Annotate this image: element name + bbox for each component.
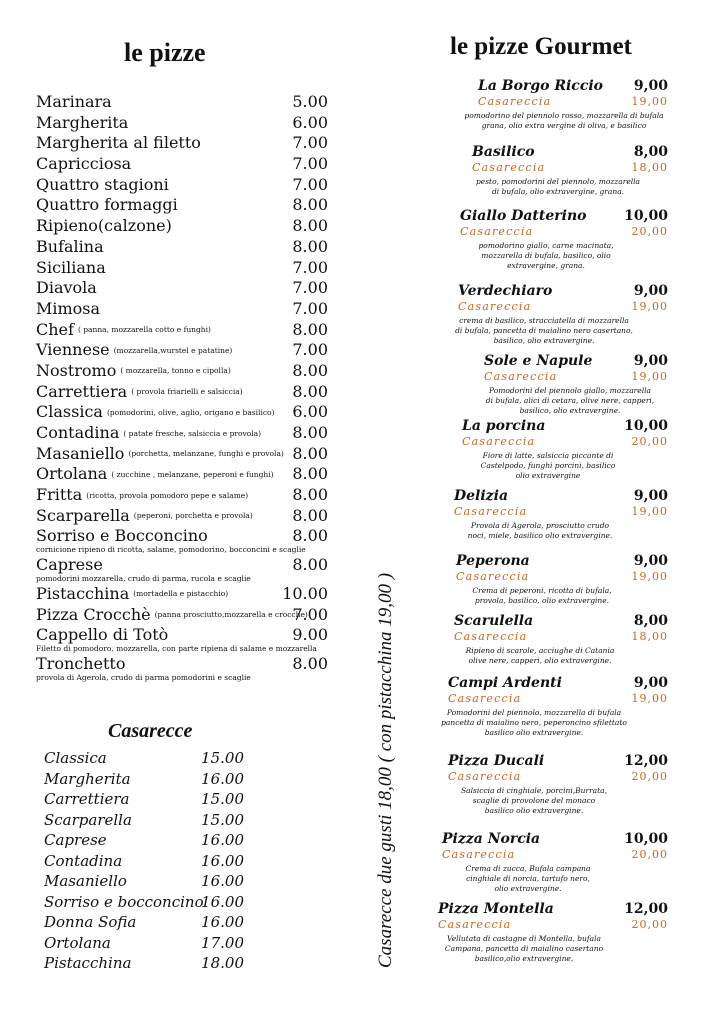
gourmet-description bbox=[432, 586, 652, 606]
casareccia-label: Casareccia bbox=[460, 225, 534, 238]
casarecce-item bbox=[44, 871, 244, 892]
gourmet-description-line: extravergine, grana. bbox=[507, 261, 585, 270]
casareccia-price: 19,00 bbox=[631, 95, 668, 108]
casarecce-name: Caprese bbox=[44, 831, 107, 849]
gourmet-description-line: Castelpodo, funghi porcini, basilico bbox=[480, 461, 616, 470]
casarecce-price: 16.00 bbox=[201, 913, 244, 931]
casareccia-label: Casareccia bbox=[454, 505, 528, 518]
gourmet-name: Campi Ardenti bbox=[448, 675, 562, 691]
casareccia-label: Casareccia bbox=[462, 435, 536, 448]
gourmet-description bbox=[414, 934, 634, 964]
casareccia-price: 20,00 bbox=[631, 770, 668, 783]
gourmet-name: La Borgo Riccio bbox=[478, 78, 603, 94]
pizza-name bbox=[36, 133, 201, 153]
pizza-item bbox=[36, 320, 328, 341]
gourmet-name: Pizza Montella bbox=[438, 901, 554, 917]
casareccia-price: 19,00 bbox=[631, 692, 668, 705]
pizza-price: 7.00 bbox=[292, 340, 328, 360]
pizza-name-text: Cappello di Totò bbox=[36, 625, 169, 645]
pizza-ingredients: (porchetta, melanzane, funghi e provola) bbox=[128, 449, 284, 459]
pizza-item bbox=[36, 361, 328, 382]
pizza-price: 9.00 bbox=[292, 625, 328, 645]
pizza-item bbox=[36, 340, 328, 361]
casareccia-label: Casareccia bbox=[458, 300, 532, 313]
gourmet-description-line: pomodorino del piennolo rosso, mozzarella di bufala bbox=[464, 111, 664, 120]
casarecce-item bbox=[44, 953, 244, 974]
pizza-name-text: Margherita al filetto bbox=[36, 133, 201, 153]
gourmet-description-line: olio extravergine bbox=[515, 471, 581, 480]
pizze-title: le pizze bbox=[124, 38, 206, 67]
pizza-price: 7.00 bbox=[292, 298, 328, 318]
pizza-name bbox=[36, 382, 243, 403]
casarecce-name: Margherita bbox=[44, 769, 131, 788]
gourmet-name: Giallo Datterino bbox=[460, 208, 587, 224]
gourmet-description-line: Pomodorini del piennolo giallo, mozzarella bbox=[489, 386, 651, 395]
gourmet-description-line: Salsiccia di cinghiale, porcini,Burrata, bbox=[461, 786, 607, 795]
pizza-name-text: Margherita bbox=[36, 112, 129, 132]
gourmet-description-line: provola, basilico, olio extravergine. bbox=[474, 596, 610, 605]
pizza-name-text: Contadina bbox=[36, 423, 120, 442]
gourmet-description bbox=[438, 451, 658, 481]
gourmet-description-line: Pomodorini del piennolo, mozzarella di bufala bbox=[446, 708, 622, 717]
pizza-name bbox=[36, 195, 178, 215]
pizza-name bbox=[36, 555, 103, 575]
pizza-item bbox=[36, 278, 328, 299]
pizza-name bbox=[36, 361, 231, 382]
pizza-item bbox=[36, 258, 328, 279]
gourmet-description bbox=[434, 316, 654, 346]
pizza-item bbox=[36, 625, 328, 646]
pizza-item bbox=[36, 506, 328, 527]
pizza-name-text: Fritta bbox=[36, 485, 83, 505]
pizza-name bbox=[36, 92, 112, 112]
casarecce-item bbox=[44, 789, 244, 810]
gourmet-name: Peperona bbox=[456, 553, 530, 569]
pizza-name bbox=[36, 320, 211, 341]
pizza-price: 8.00 bbox=[292, 526, 328, 546]
gourmet-description bbox=[448, 177, 668, 197]
gourmet-price: 9,00 bbox=[633, 675, 668, 691]
pizza-name bbox=[36, 340, 232, 361]
pizza-item bbox=[36, 216, 328, 237]
pizza-name-text: Quattro stagioni bbox=[36, 174, 169, 194]
gourmet-name: Verdechiaro bbox=[458, 283, 553, 299]
pizza-name bbox=[36, 485, 248, 506]
gourmet-description-line: Fiore di latte, salsiccia piccante di bbox=[482, 451, 614, 460]
casareccia-label: Casareccia bbox=[484, 370, 558, 383]
pizza-price: 7.00 bbox=[292, 604, 328, 624]
pizza-item bbox=[36, 237, 328, 258]
gourmet-description-line: di bufala, alici di cetara, olive nere, capperi, bbox=[485, 396, 655, 405]
pizza-item bbox=[36, 175, 328, 196]
pizza-price: 8.00 bbox=[292, 216, 328, 236]
pizza-name-text: Viennese bbox=[36, 340, 110, 360]
gourmet-description-line: grana, olio extra vergine di oliva, e basilico bbox=[481, 121, 647, 130]
gourmet-description-line: di bufala, pancetta di maialino nero casertano, bbox=[455, 326, 633, 335]
pizza-price: 8.00 bbox=[292, 381, 328, 401]
pizza-item bbox=[36, 555, 328, 576]
pizza-price: 7.00 bbox=[292, 278, 328, 298]
pizza-name bbox=[36, 237, 104, 257]
pizza-price: 7.00 bbox=[292, 257, 328, 277]
pizza-name bbox=[36, 464, 274, 485]
casarecce-price: 16.00 bbox=[201, 872, 244, 890]
pizza-price: 8.00 bbox=[292, 443, 328, 463]
casarecce-item bbox=[44, 892, 244, 913]
casarecce-item bbox=[44, 769, 244, 790]
pizza-price: 5.00 bbox=[292, 92, 328, 111]
gourmet-description-line: pancetta di maialino nero, peperoncino sfilettato bbox=[441, 718, 627, 727]
gourmet-price: 9,00 bbox=[633, 553, 668, 569]
gourmet-price: 12,00 bbox=[624, 901, 668, 917]
pizza-name bbox=[36, 444, 284, 465]
gourmet-description-line: mozzarella di bufala, basilico, olio bbox=[481, 251, 611, 260]
pizza-item bbox=[36, 299, 328, 320]
gourmet-price: 9,00 bbox=[633, 78, 668, 94]
gourmet-description-line: basilico olio extravergine. bbox=[484, 728, 584, 737]
gourmet-price: 9,00 bbox=[633, 283, 668, 299]
pizza-item bbox=[36, 402, 328, 423]
pizza-price: 8.00 bbox=[292, 319, 328, 339]
gourmet-price: 10,00 bbox=[624, 831, 668, 847]
gourmet-description bbox=[460, 386, 680, 416]
gourmet-price: 8,00 bbox=[633, 613, 668, 629]
pizza-ingredients: (pomodorini, olive, aglio, origano e basilico) bbox=[106, 407, 275, 417]
pizza-name-text: Scarparella bbox=[36, 505, 130, 525]
pizza-item bbox=[36, 133, 328, 154]
pizza-description: Filetto di pomodoro, mozzarella, con parte ripiena di salame e mozzarella bbox=[36, 643, 317, 653]
pizza-name-text: Diavola bbox=[36, 278, 97, 298]
gourmet-description-line: scaglie di provolone del monaco bbox=[472, 796, 596, 805]
gourmet-price: 12,00 bbox=[624, 753, 668, 769]
gourmet-name: Pizza Norcia bbox=[442, 831, 541, 847]
casarecce-list bbox=[44, 748, 244, 974]
gourmet-name: Basilico bbox=[472, 144, 535, 160]
casarecce-price: 16.00 bbox=[201, 892, 244, 911]
gourmet-name: Delizia bbox=[454, 488, 509, 504]
pizza-description: provola di Agerola, crudo di parma pomodorini e scaglie bbox=[36, 672, 251, 682]
gourmet-description-line: Vellutata di castagne di Montella, bufala bbox=[446, 934, 602, 943]
casareccia-price: 18,00 bbox=[631, 630, 668, 643]
pizza-name bbox=[36, 584, 228, 605]
gourmet-description-line: olive nere, capperi, olio extravergine. bbox=[468, 656, 612, 665]
casareccia-label: Casareccia bbox=[438, 918, 512, 931]
casareccia-price: 18,00 bbox=[631, 161, 668, 174]
pizza-name-text: Classica bbox=[36, 402, 103, 422]
pizza-ingredients: (mortadella e pistacchio) bbox=[133, 589, 229, 599]
pizza-name bbox=[36, 423, 261, 444]
casarecce-name: Masaniello bbox=[44, 872, 127, 890]
pizza-name-text: Ripieno(calzone) bbox=[36, 216, 172, 236]
pizza-name-text: Tronchetto bbox=[36, 653, 126, 673]
pizza-price: 8.00 bbox=[292, 485, 328, 505]
gourmet-description bbox=[424, 708, 644, 738]
casarecce-price: 15.00 bbox=[201, 810, 244, 829]
pizza-price: 8.00 bbox=[292, 464, 328, 484]
gourmet-price: 9,00 bbox=[633, 353, 668, 369]
gourmet-description-line: pesto, pomodorini del piennolo, mozzarella bbox=[475, 177, 641, 186]
gourmet-name: Pizza Ducali bbox=[448, 753, 545, 769]
pizza-name-text: Carrettiera bbox=[36, 381, 128, 401]
casarecce-title: Casarecce bbox=[108, 720, 193, 742]
pizza-name bbox=[36, 258, 106, 278]
pizza-price: 7.00 bbox=[292, 174, 328, 194]
gourmet-description bbox=[436, 241, 656, 271]
pizza-name-text: Masaniello bbox=[36, 443, 125, 463]
pizza-ingredients: (mozzarella,wurstel e patatine) bbox=[113, 345, 233, 355]
casareccia-price: 20,00 bbox=[631, 435, 668, 448]
pizza-price: 10.00 bbox=[282, 583, 328, 603]
pizza-name-text: Bufalina bbox=[36, 236, 104, 256]
pizza-item bbox=[36, 654, 328, 675]
pizza-price: 6.00 bbox=[292, 112, 328, 132]
casarecce-item bbox=[44, 851, 244, 872]
casareccia-price: 20,00 bbox=[631, 225, 668, 238]
pizza-ingredients: ( panna, mozzarella cotto e funghi) bbox=[77, 325, 211, 335]
due-gusti-note: Casarecce due gusti 18,00 ( con pistacchina 19,00 ) bbox=[375, 572, 396, 968]
pizza-name bbox=[36, 299, 100, 319]
pizza-ingredients: (peperoni, porchetta e provola) bbox=[133, 511, 253, 521]
gourmet-description-line: cinghiale di norcia, tartufo nero, bbox=[466, 874, 590, 883]
pizza-name-text: Marinara bbox=[36, 92, 112, 111]
gourmet-description-line: olio extravergine. bbox=[494, 884, 562, 893]
gourmet-description-line: Campana, pancetta di maialino casertano bbox=[444, 944, 604, 953]
pizza-name bbox=[36, 402, 275, 423]
gourmet-description-line: noci, miele, basilico olio extravergine. bbox=[467, 531, 613, 540]
pizza-item bbox=[36, 382, 328, 403]
pizza-name-text: Mimosa bbox=[36, 298, 101, 318]
pizza-name bbox=[36, 175, 169, 195]
pizze-list bbox=[36, 92, 328, 683]
casarecce-price: 16.00 bbox=[201, 831, 244, 849]
pizza-name-text: Chef bbox=[36, 319, 74, 339]
pizza-price: 8.00 bbox=[292, 653, 328, 673]
pizza-ingredients: (panna prosciutto,mozzarella e crocche) bbox=[154, 610, 308, 619]
pizza-item bbox=[36, 526, 328, 547]
pizza-ingredients: ( mozzarella, tonno e cipolla) bbox=[120, 366, 231, 376]
casareccia-price: 19,00 bbox=[631, 300, 668, 313]
pizza-price: 8.00 bbox=[292, 360, 328, 380]
gourmet-name: Sole e Napule bbox=[484, 353, 593, 369]
pizza-name-text: Sorriso e Bocconcino bbox=[36, 526, 208, 546]
pizza-description: pomodorini mozzarella, crudo di parma, rucola e scaglie bbox=[36, 573, 251, 583]
gourmet-description bbox=[424, 786, 644, 816]
pizza-name-text: Pistacchina bbox=[36, 583, 130, 603]
gourmet-title: le pizze Gourmet bbox=[450, 33, 632, 60]
pizza-item bbox=[36, 195, 328, 216]
gourmet-description-line: Crema di zucca, Bufala campana bbox=[465, 864, 591, 873]
gourmet-price: 10,00 bbox=[624, 418, 668, 434]
casareccia-label: Casareccia bbox=[456, 570, 530, 583]
casarecce-item bbox=[44, 933, 244, 954]
casareccia-price: 19,00 bbox=[631, 370, 668, 383]
pizza-item bbox=[36, 423, 328, 444]
gourmet-description-line: basilico, olio extravergine. bbox=[519, 406, 621, 415]
casarecce-item bbox=[44, 912, 244, 933]
pizza-name-text: Ortolana bbox=[36, 464, 108, 484]
casareccia-price: 19,00 bbox=[631, 505, 668, 518]
casarecce-name: Ortolana bbox=[44, 933, 111, 952]
pizza-name bbox=[36, 625, 168, 645]
gourmet-description-line: Crema di peperoni, ricotta di bufala, bbox=[472, 586, 612, 595]
pizza-price: 7.00 bbox=[292, 133, 328, 153]
pizza-item bbox=[36, 113, 328, 134]
casareccia-label: Casareccia bbox=[472, 161, 546, 174]
pizza-item bbox=[36, 485, 328, 506]
casarecce-name: Donna Sofia bbox=[44, 913, 137, 931]
gourmet-description-line: pomodorino giallo, carne macinata, bbox=[478, 241, 614, 250]
casarecce-name: Pistacchina bbox=[44, 954, 132, 972]
gourmet-description-line: Ripieno di scarole, acciughe di Catania bbox=[465, 646, 615, 655]
casareccia-price: 20,00 bbox=[631, 918, 668, 931]
pizza-item bbox=[36, 464, 328, 485]
pizza-name-text: Caprese bbox=[36, 555, 103, 575]
pizza-item bbox=[36, 444, 328, 465]
casarecce-price: 16.00 bbox=[201, 851, 244, 870]
pizza-item bbox=[36, 154, 328, 175]
pizza-ingredients: ( patate fresche, salsiccia e provola) bbox=[123, 428, 262, 438]
pizza-ingredients: ( provola friarielli e salsiccia) bbox=[131, 387, 243, 397]
casarecce-item bbox=[44, 748, 244, 769]
pizza-name bbox=[36, 154, 131, 174]
pizza-name bbox=[36, 526, 208, 546]
gourmet-description bbox=[430, 646, 650, 666]
casareccia-label: Casareccia bbox=[448, 770, 522, 783]
casarecce-item bbox=[44, 830, 244, 851]
casarecce-name: Scarparella bbox=[44, 810, 132, 829]
casarecce-price: 15.00 bbox=[201, 749, 244, 767]
gourmet-description bbox=[430, 521, 650, 541]
pizza-ingredients: ( zucchine , melanzane, peperoni e funghi) bbox=[111, 469, 274, 479]
pizza-name-text: Capricciosa bbox=[36, 154, 132, 174]
casareccia-label: Casareccia bbox=[448, 692, 522, 705]
gourmet-price: 8,00 bbox=[633, 144, 668, 160]
pizza-name bbox=[36, 216, 172, 236]
pizza-price: 8.00 bbox=[292, 555, 328, 575]
gourmet-description-line: basilico olio extravergine. bbox=[484, 806, 584, 815]
gourmet-description-line: basilico,olio extravergine. bbox=[474, 954, 574, 963]
gourmet-description-line: crema di basilico, stracciatella di mozzarella bbox=[459, 316, 629, 325]
pizza-price: 8.00 bbox=[292, 505, 328, 525]
pizza-price: 8.00 bbox=[292, 236, 328, 256]
pizza-name bbox=[36, 113, 128, 133]
pizza-item bbox=[36, 584, 328, 605]
pizza-price: 8.00 bbox=[292, 423, 328, 442]
pizza-name-text: Quattro formaggi bbox=[36, 195, 178, 215]
casarecce-name: Carrettiera bbox=[44, 790, 130, 808]
casareccia-label: Casareccia bbox=[454, 630, 528, 643]
gourmet-description-line: di bufala, olio extravergine, grana. bbox=[491, 187, 625, 196]
gourmet-price: 10,00 bbox=[624, 208, 668, 224]
pizza-name bbox=[36, 654, 125, 674]
pizza-description: cornicione ripieno di ricotta, salame, pomodorino, bocconcini e scaglie bbox=[36, 545, 306, 555]
pizza-item bbox=[36, 605, 328, 626]
gourmet-description bbox=[418, 864, 638, 894]
pizza-item bbox=[36, 92, 328, 113]
pizza-price: 6.00 bbox=[292, 402, 328, 422]
gourmet-description-line: Provola di Agerola, prosciutto crudo bbox=[470, 521, 610, 530]
pizza-name bbox=[36, 278, 97, 298]
pizza-price: 7.00 bbox=[292, 154, 328, 174]
gourmet-description-line: basilico, olio extravergine. bbox=[493, 336, 595, 345]
pizza-name-text: Siciliana bbox=[36, 257, 106, 277]
gourmet-name: La porcina bbox=[462, 418, 546, 434]
casarecce-price: 18.00 bbox=[201, 954, 244, 972]
casarecce-name: Contadina bbox=[44, 851, 123, 870]
pizza-name-text: Nostromo bbox=[36, 360, 117, 380]
pizza-name-text: Pizza Crocchè bbox=[36, 604, 151, 624]
casarecce-price: 15.00 bbox=[201, 790, 244, 808]
casareccia-price: 20,00 bbox=[631, 848, 668, 861]
casarecce-price: 16.00 bbox=[201, 769, 244, 788]
pizza-price: 8.00 bbox=[292, 195, 328, 215]
casarecce-item bbox=[44, 810, 244, 831]
casarecce-price: 17.00 bbox=[201, 933, 244, 952]
gourmet-name: Scarulella bbox=[454, 613, 534, 629]
casarecce-name: Sorriso e bocconcino bbox=[44, 892, 204, 911]
pizza-name bbox=[36, 605, 308, 626]
casareccia-price: 19,00 bbox=[631, 570, 668, 583]
pizza-ingredients: (ricotta, provola pomodoro pepe e salame) bbox=[86, 490, 249, 500]
casareccia-label: Casareccia bbox=[442, 848, 516, 861]
casarecce-name: Classica bbox=[44, 749, 107, 767]
casareccia-label: Casareccia bbox=[478, 95, 552, 108]
gourmet-description bbox=[454, 111, 674, 131]
gourmet-price: 9,00 bbox=[633, 488, 668, 504]
pizza-name bbox=[36, 506, 253, 527]
